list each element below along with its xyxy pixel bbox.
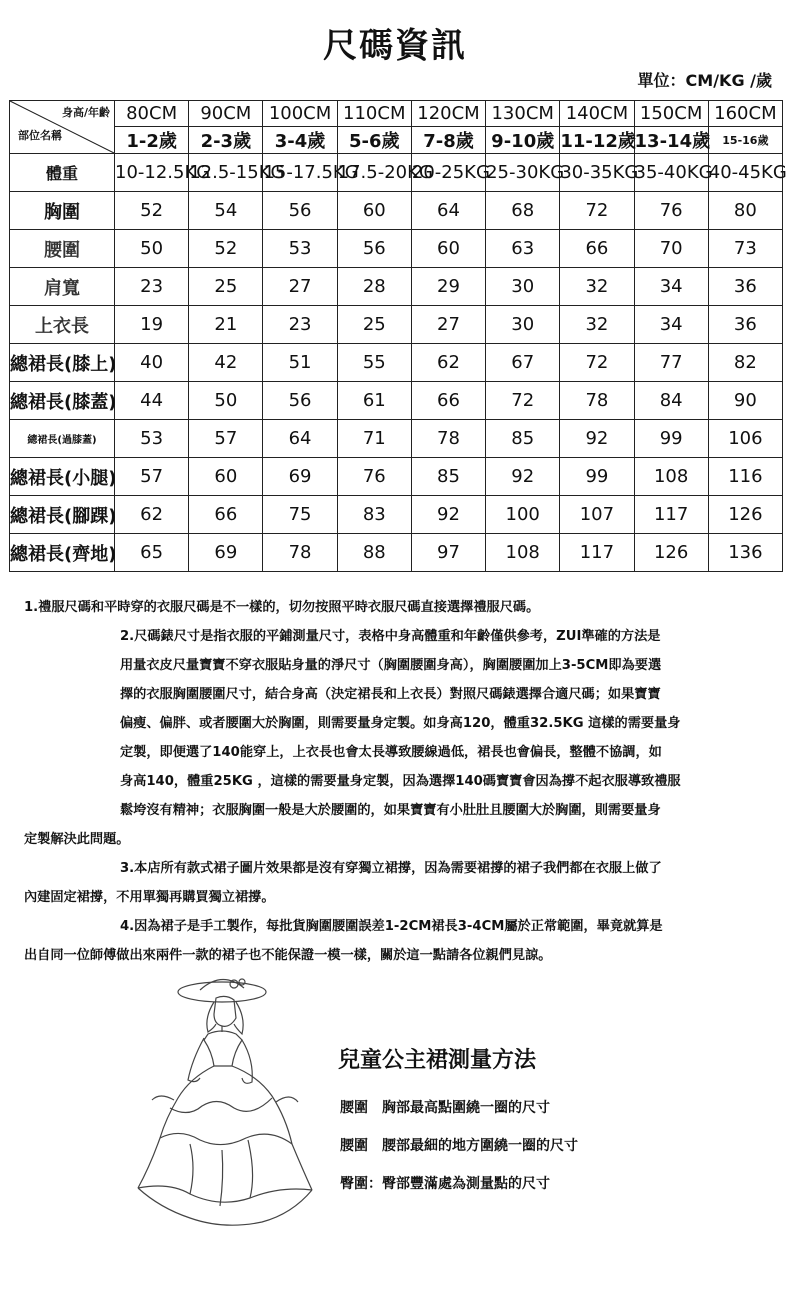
row-label: 腰圍 bbox=[10, 230, 115, 268]
weight-cell: 15-17.5KG bbox=[263, 154, 337, 192]
measure-key: 腰圍 bbox=[340, 1100, 368, 1116]
table-cell: 44 bbox=[115, 382, 189, 420]
row-label: 總裙長(過膝蓋) bbox=[10, 420, 115, 458]
princess-illustration-icon bbox=[130, 968, 320, 1240]
note-2-line: 定製解決此問題。 bbox=[24, 832, 130, 847]
row-label: 上衣長 bbox=[10, 306, 115, 344]
table-cell: 83 bbox=[337, 496, 411, 534]
height-cell: 120CM bbox=[411, 101, 485, 127]
table-cell: 53 bbox=[115, 420, 189, 458]
table-cell: 57 bbox=[189, 420, 263, 458]
note-3-line: 內建固定裙撐，不用單獨再購買獨立裙撐。 bbox=[24, 890, 275, 905]
note-1: 1.禮服尺碼和平時穿的衣服尺碼是不一樣的，切勿按照平時衣服尺碼直接選擇禮服尺碼。 bbox=[24, 600, 540, 615]
weight-cell: 10-12.5KG bbox=[115, 154, 189, 192]
table-cell: 53 bbox=[263, 230, 337, 268]
table-cell: 69 bbox=[189, 534, 263, 572]
note-2-line: 用量衣皮尺量寶寶不穿衣服貼身量的淨尺寸（胸圍腰圍身高），胸圍腰圍加上3-5CM即為要選 bbox=[120, 658, 662, 673]
age-cell: 7-8歲 bbox=[411, 127, 485, 154]
table-cell: 60 bbox=[189, 458, 263, 496]
notes-block bbox=[24, 593, 780, 970]
size-table bbox=[9, 100, 787, 572]
table-cell: 19 bbox=[115, 306, 189, 344]
weight-cell: 35-40KG bbox=[634, 154, 708, 192]
weight-cell: 20-25KG bbox=[411, 154, 485, 192]
height-cell: 160CM bbox=[708, 101, 782, 127]
note-2-line: 定製，即便選了140能穿上，上衣長也會太長導致腰線過低，裙長也會偏長，整體不協調，如 bbox=[120, 745, 662, 760]
height-cell: 90CM bbox=[189, 101, 263, 127]
height-cell: 140CM bbox=[560, 101, 634, 127]
table-cell: 30 bbox=[486, 306, 560, 344]
table-cell: 88 bbox=[337, 534, 411, 572]
table-cell: 108 bbox=[634, 458, 708, 496]
table-cell: 82 bbox=[708, 344, 782, 382]
table-cell: 85 bbox=[486, 420, 560, 458]
table-cell: 70 bbox=[634, 230, 708, 268]
row-label: 總裙長(膝上) bbox=[10, 344, 115, 382]
age-cell: 9-10歲 bbox=[486, 127, 560, 154]
corner-label-height-age: 身高/年齡 bbox=[61, 106, 110, 119]
note-2-line: 鬆垮沒有精神；衣服胸圍一般是大於腰圍的，如果寶寶有小肚肚且腰圍大於胸圍，則需要量身 bbox=[120, 803, 661, 818]
table-cell: 92 bbox=[486, 458, 560, 496]
table-cell: 117 bbox=[634, 496, 708, 534]
measure-desc: 胸部最高點圍繞一圈的尺寸 bbox=[382, 1100, 550, 1116]
table-cell: 34 bbox=[634, 268, 708, 306]
table-cell: 136 bbox=[708, 534, 782, 572]
table-cell: 85 bbox=[411, 458, 485, 496]
table-cell: 50 bbox=[115, 230, 189, 268]
table-cell: 108 bbox=[486, 534, 560, 572]
table-cell: 69 bbox=[263, 458, 337, 496]
row-label: 總裙長(小腿) bbox=[10, 458, 115, 496]
measure-title: 兒童公主裙測量方法 bbox=[338, 1048, 537, 1073]
table-cell: 29 bbox=[411, 268, 485, 306]
table-cell: 99 bbox=[634, 420, 708, 458]
measure-item bbox=[340, 1173, 550, 1193]
table-cell: 42 bbox=[189, 344, 263, 382]
weight-cell: 17.5-20KG bbox=[337, 154, 411, 192]
table-cell: 66 bbox=[411, 382, 485, 420]
table-cell: 116 bbox=[708, 458, 782, 496]
table-cell: 54 bbox=[189, 192, 263, 230]
table-cell: 97 bbox=[411, 534, 485, 572]
height-cell: 150CM bbox=[634, 101, 708, 127]
note-2-line: 偏瘦、偏胖、或者腰圍大於胸圍，則需要量身定製。如身高120，體重32.5KG 這樣的需要量身 bbox=[120, 716, 681, 731]
note-2-line: 2.尺碼錶尺寸是指衣服的平鋪測量尺寸，表格中身高體重和年齡僅供參考，ZUI準確的方法是 bbox=[120, 629, 661, 644]
table-cell: 78 bbox=[560, 382, 634, 420]
table-cell: 25 bbox=[189, 268, 263, 306]
measure-key: 腰圍 bbox=[340, 1138, 368, 1154]
table-cell: 56 bbox=[263, 382, 337, 420]
weight-cell: 12.5-15KG bbox=[189, 154, 263, 192]
table-cell: 72 bbox=[560, 192, 634, 230]
table-cell: 61 bbox=[337, 382, 411, 420]
table-cell: 32 bbox=[560, 306, 634, 344]
table-cell: 23 bbox=[263, 306, 337, 344]
table-cell: 30 bbox=[486, 268, 560, 306]
table-cell: 78 bbox=[263, 534, 337, 572]
table-cell: 90 bbox=[708, 382, 782, 420]
row-label: 體重 bbox=[10, 154, 115, 192]
table-cell: 67 bbox=[486, 344, 560, 382]
age-cell: 5-6歲 bbox=[337, 127, 411, 154]
measure-desc: 臀部豐滿處為測量點的尺寸 bbox=[382, 1176, 550, 1192]
height-header-row bbox=[10, 101, 783, 127]
age-header-row bbox=[10, 127, 783, 154]
table-cell: 77 bbox=[634, 344, 708, 382]
age-cell: 15-16歲 bbox=[708, 127, 782, 154]
table-row bbox=[10, 382, 783, 420]
table-cell: 40 bbox=[115, 344, 189, 382]
table-cell: 34 bbox=[634, 306, 708, 344]
table-row bbox=[10, 458, 783, 496]
height-cell: 80CM bbox=[115, 101, 189, 127]
corner-label-part: 部位名稱 bbox=[18, 129, 62, 142]
table-cell: 66 bbox=[189, 496, 263, 534]
height-cell: 100CM bbox=[263, 101, 337, 127]
measure-item bbox=[340, 1097, 550, 1117]
table-cell: 51 bbox=[263, 344, 337, 382]
table-cell: 73 bbox=[708, 230, 782, 268]
note-4-line: 出自同一位師傅做出來兩件一款的裙子也不能保證一模一樣，關於這一點請各位親們見諒。 bbox=[24, 948, 552, 963]
measurement-rows bbox=[10, 192, 783, 572]
table-cell: 50 bbox=[189, 382, 263, 420]
table-cell: 32 bbox=[560, 268, 634, 306]
table-row bbox=[10, 534, 783, 572]
measure-item bbox=[340, 1135, 578, 1155]
table-cell: 52 bbox=[115, 192, 189, 230]
weight-cell: 25-30KG bbox=[486, 154, 560, 192]
table-cell: 28 bbox=[337, 268, 411, 306]
table-cell: 56 bbox=[263, 192, 337, 230]
table-cell: 78 bbox=[411, 420, 485, 458]
table-cell: 92 bbox=[411, 496, 485, 534]
table-cell: 99 bbox=[560, 458, 634, 496]
table-cell: 71 bbox=[337, 420, 411, 458]
measure-desc: 腰部最細的地方圍繞一圈的尺寸 bbox=[382, 1138, 578, 1154]
corner-cell bbox=[10, 101, 115, 154]
table-row bbox=[10, 306, 783, 344]
row-label: 總裙長(腳踝) bbox=[10, 496, 115, 534]
measure-key: 臀圍： bbox=[340, 1176, 382, 1192]
table-cell: 64 bbox=[263, 420, 337, 458]
height-cell: 110CM bbox=[337, 101, 411, 127]
table-cell: 66 bbox=[560, 230, 634, 268]
table-cell: 80 bbox=[708, 192, 782, 230]
table-cell: 55 bbox=[337, 344, 411, 382]
table-cell: 72 bbox=[560, 344, 634, 382]
table-row bbox=[10, 230, 783, 268]
table-cell: 65 bbox=[115, 534, 189, 572]
age-cell: 11-12歲 bbox=[560, 127, 634, 154]
row-label: 胸圍 bbox=[10, 192, 115, 230]
table-cell: 62 bbox=[411, 344, 485, 382]
table-cell: 76 bbox=[337, 458, 411, 496]
table-row bbox=[10, 420, 783, 458]
note-2-line: 身高140，體重25KG ，這樣的需要量身定製，因為選擇140碼寶寶會因為撐不起衣服導致禮服 bbox=[120, 774, 681, 789]
table-cell: 107 bbox=[560, 496, 634, 534]
table-cell: 57 bbox=[115, 458, 189, 496]
row-label: 總裙長(膝蓋) bbox=[10, 382, 115, 420]
table-cell: 36 bbox=[708, 306, 782, 344]
table-row bbox=[10, 192, 783, 230]
age-cell: 1-2歲 bbox=[115, 127, 189, 154]
weight-cell: 40-45KG bbox=[708, 154, 782, 192]
table-cell: 126 bbox=[708, 496, 782, 534]
height-cell: 130CM bbox=[486, 101, 560, 127]
row-label: 肩寬 bbox=[10, 268, 115, 306]
table-cell: 27 bbox=[263, 268, 337, 306]
table-cell: 23 bbox=[115, 268, 189, 306]
table-cell: 52 bbox=[189, 230, 263, 268]
note-3-line: 3.本店所有款式裙子圖片效果都是沒有穿獨立裙撐，因為需要裙撐的裙子我們都在衣服上做了 bbox=[120, 861, 662, 876]
table-cell: 84 bbox=[634, 382, 708, 420]
table-cell: 64 bbox=[411, 192, 485, 230]
table-cell: 76 bbox=[634, 192, 708, 230]
table-cell: 68 bbox=[486, 192, 560, 230]
table-cell: 100 bbox=[486, 496, 560, 534]
row-label: 總裙長(齊地) bbox=[10, 534, 115, 572]
page-title: 尺碼資訊 bbox=[323, 26, 467, 66]
table-cell: 60 bbox=[411, 230, 485, 268]
table-cell: 63 bbox=[486, 230, 560, 268]
table-cell: 126 bbox=[634, 534, 708, 572]
note-4-line: 4.因為裙子是手工製作，每批貨胸圍腰圍誤差1-2CM裙長3-4CM屬於正常範圍，畢竟就算是 bbox=[120, 919, 663, 934]
age-cell: 2-3歲 bbox=[189, 127, 263, 154]
table-cell: 62 bbox=[115, 496, 189, 534]
weight-cell: 30-35KG bbox=[560, 154, 634, 192]
table-cell: 117 bbox=[560, 534, 634, 572]
table-row bbox=[10, 496, 783, 534]
table-row bbox=[10, 268, 783, 306]
table-cell: 21 bbox=[189, 306, 263, 344]
table-cell: 60 bbox=[337, 192, 411, 230]
age-cell: 3-4歲 bbox=[263, 127, 337, 154]
age-cell: 13-14歲 bbox=[634, 127, 708, 154]
table-cell: 72 bbox=[486, 382, 560, 420]
table-cell: 106 bbox=[708, 420, 782, 458]
weight-row bbox=[10, 154, 783, 192]
table-cell: 92 bbox=[560, 420, 634, 458]
table-cell: 56 bbox=[337, 230, 411, 268]
unit-label: 單位：CM/KG /歲 bbox=[637, 71, 772, 90]
table-row bbox=[10, 344, 783, 382]
table-cell: 25 bbox=[337, 306, 411, 344]
table-cell: 36 bbox=[708, 268, 782, 306]
table-cell: 27 bbox=[411, 306, 485, 344]
note-2-line: 擇的衣服胸圍腰圍尺寸，結合身高（決定裙長和上衣長）對照尺碼錶選擇合適尺碼；如果寶寶 bbox=[120, 687, 661, 702]
table-cell: 75 bbox=[263, 496, 337, 534]
